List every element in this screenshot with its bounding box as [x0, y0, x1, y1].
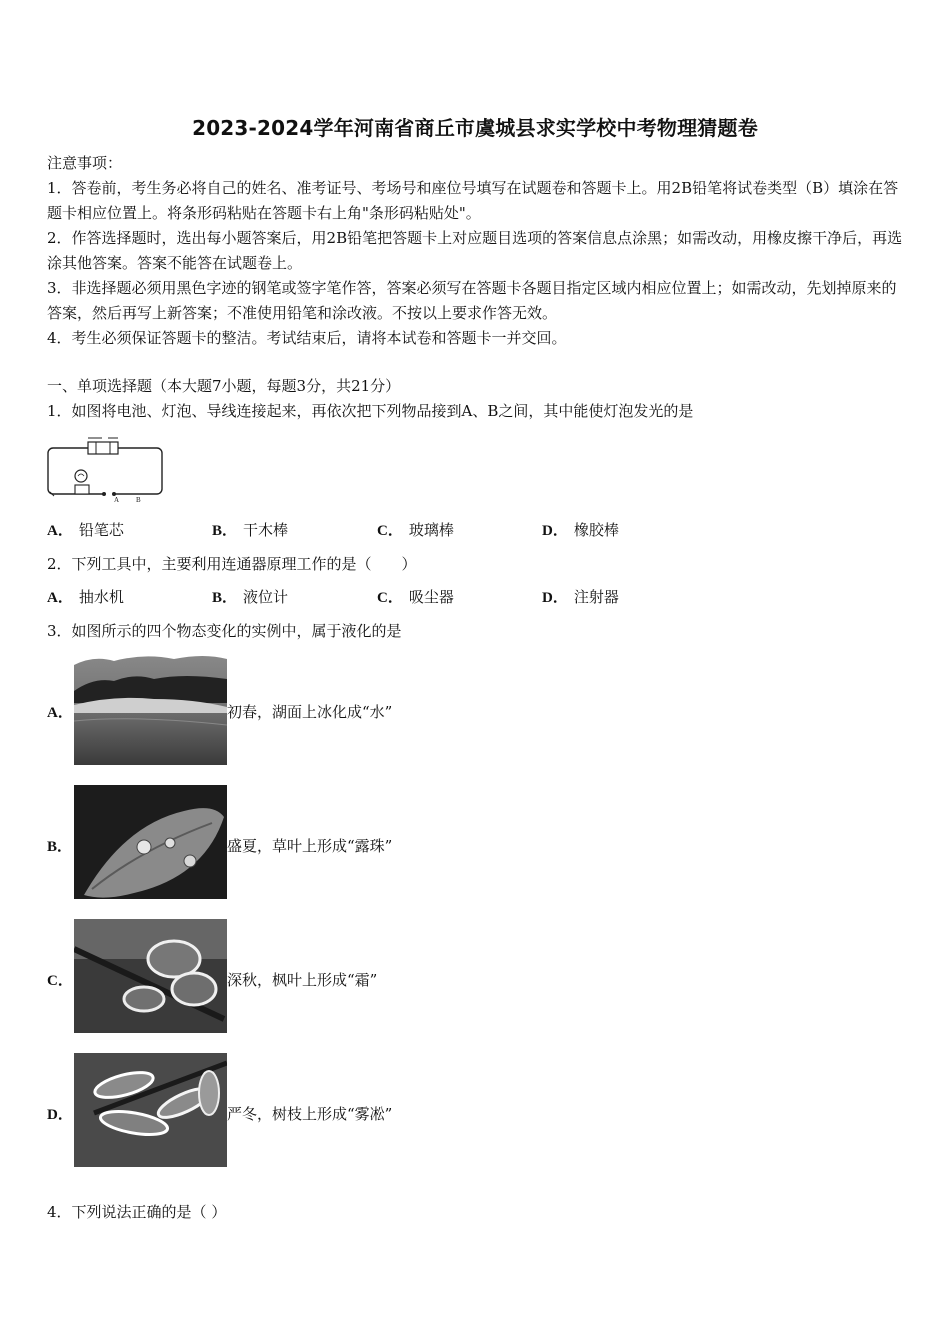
notice-list	[47, 176, 909, 351]
option-caption: 盛夏，草叶上形成“露珠”	[227, 837, 393, 855]
option-text: 玻璃棒	[408, 521, 454, 539]
option-text: 液位计	[243, 588, 289, 606]
question-2-stem: 2．下列工具中，主要利用连通器原理工作的是（ ）	[47, 555, 417, 573]
option-caption: 严冬，树枝上形成“雾凇”	[227, 1105, 393, 1123]
option-caption: 深秋，枫叶上形成“霜”	[227, 971, 378, 989]
option-caption: 初春，湖面上冰化成“水”	[227, 703, 393, 721]
option-a[interactable]: A． 初春，湖面上冰化成“水”	[47, 651, 647, 767]
rime-branch-photo	[74, 1053, 227, 1167]
notice-item: 3．非选择题必须用黑色字迹的钢笔或签字笔作答，答案必须写在答题卡各题目指定区域内相应位置上；如需改动，先划掉原来的答案，然后再写上新答案；不准使用铅笔和涂改液。不按以上要求作答无效。	[47, 279, 897, 322]
terminal-b-label: B	[136, 496, 141, 504]
dew-leaf-photo	[74, 785, 227, 899]
question-1-stem: 1．如图将电池、灯泡、导线连接起来，再依次把下列物品接到A、B之间，其中能使灯泡发光的是	[47, 402, 694, 420]
option-d[interactable]: D． 注射器	[542, 588, 619, 606]
option-b[interactable]: B． 干木棒	[212, 521, 289, 539]
option-d[interactable]: D． 橡胶棒	[542, 521, 619, 539]
circuit-diagram	[44, 434, 166, 504]
notice-item: 1．答卷前，考生务必将自己的姓名、准考证号、考场号和座位号填写在试题卷和答题卡上。用2B铅笔将试卷类型（B）填涂在答题卡相应位置上。将条形码粘贴在答题卡右上角"条形码粘贴处"。	[47, 179, 899, 222]
option-c[interactable]: C． 深秋，枫叶上形成“霜”	[47, 919, 647, 1035]
section-heading: 一、单项选择题（本大题7小题，每题3分，共21分）	[47, 377, 401, 395]
terminal-a-label: A	[114, 496, 120, 504]
option-a[interactable]: A． 抽水机	[47, 588, 124, 606]
notice-item: 4．考生必须保证答题卡的整洁。考试结束后，请将本试卷和答题卡一并交回。	[47, 329, 567, 347]
option-text: 注射器	[573, 588, 619, 606]
option-b[interactable]: B． 盛夏，草叶上形成“露珠”	[47, 785, 647, 901]
notice-item: 2．作答选择题时，选出每小题答案后，用2B铅笔把答题卡上对应题目选项的答案信息点涂黑；如需改动，用橡皮擦干净后，再选涂其他答案。答案不能答在试题卷上。	[47, 229, 903, 272]
option-text: 铅笔芯	[78, 521, 124, 539]
question-4-stem: 4．下列说法正确的是（ ）	[47, 1203, 227, 1221]
option-a[interactable]: A． 铅笔芯	[47, 521, 124, 539]
lake-thaw-photo	[74, 651, 227, 765]
notice-heading: 注意事项：	[47, 154, 123, 172]
page-title: 2023-2024学年河南省商丘市虞城县求实学校中考物理猜题卷	[192, 116, 758, 140]
option-text: 抽水机	[78, 588, 124, 606]
option-c[interactable]: C． 吸尘器	[377, 588, 454, 606]
option-text: 干木棒	[243, 521, 289, 539]
option-text: 吸尘器	[408, 588, 454, 606]
option-text: 橡胶棒	[573, 521, 619, 539]
frost-leaf-photo	[74, 919, 227, 1033]
question-3-stem: 3．如图所示的四个物态变化的实例中，属于液化的是	[47, 622, 402, 640]
option-d[interactable]: D． 严冬，树枝上形成“雾凇”	[47, 1053, 647, 1169]
option-c[interactable]: C． 玻璃棒	[377, 521, 454, 539]
option-b[interactable]: B． 液位计	[212, 588, 289, 606]
